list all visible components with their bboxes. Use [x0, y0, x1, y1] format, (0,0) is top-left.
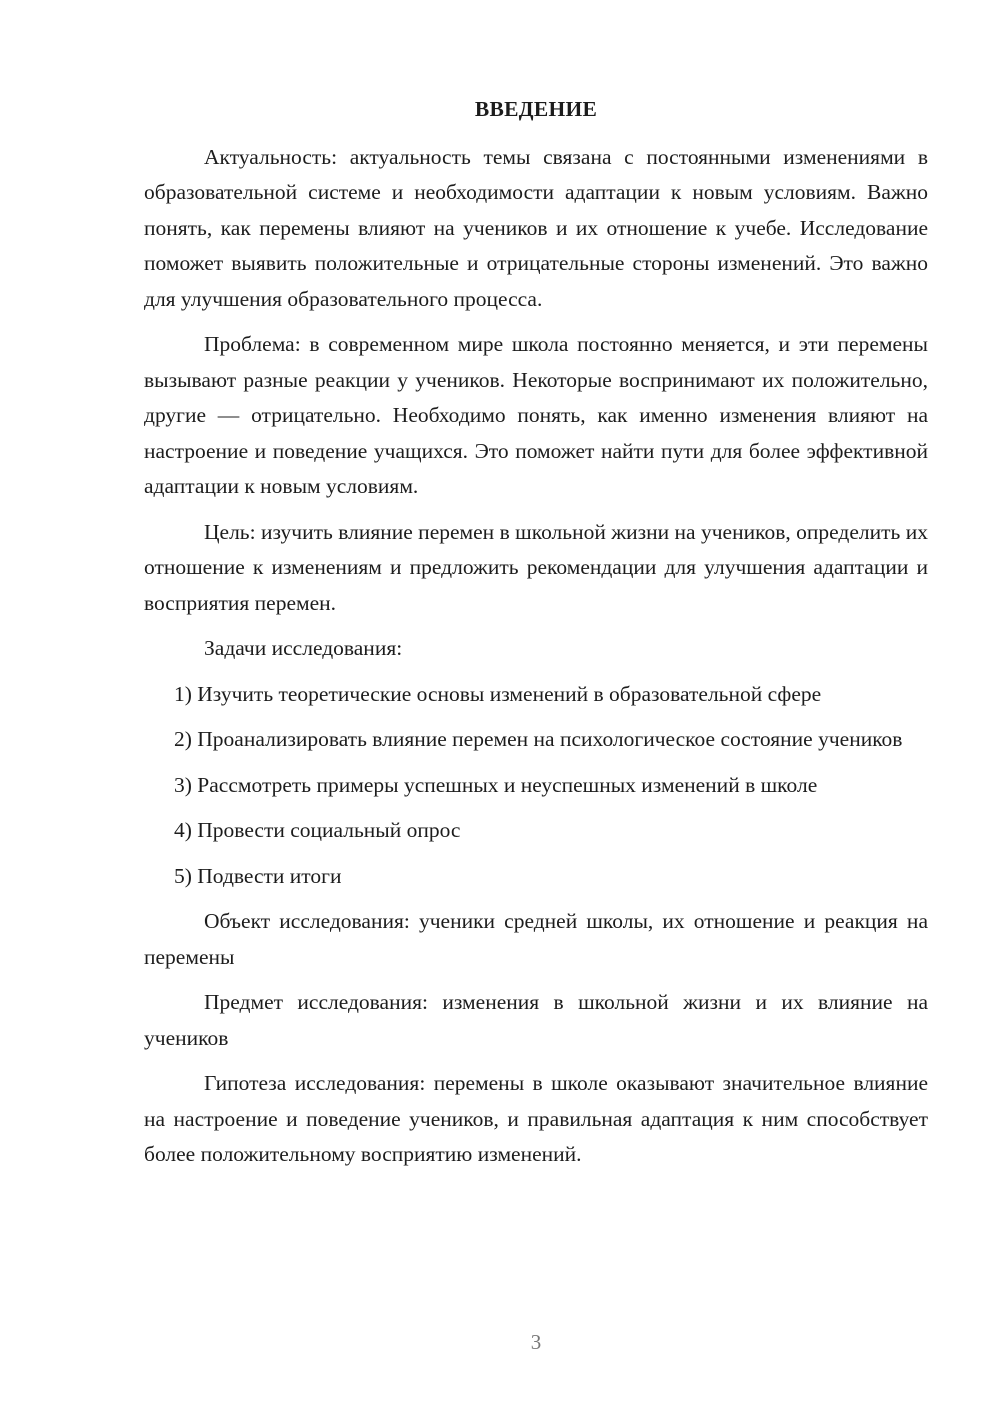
paragraph-relevance: Актуальность: актуальность темы связана с постоянными изменениями в образовательной системе и необходимости адаптации к новым условиям. Важно понять, как перемены влияют на учеников и их отношение к учебе. Исследование поможет выявить положительные и отрицательные стороны изменений. Это важно для улучшения образовательного процесса. [144, 144, 928, 311]
task-item: 5) Подвести итоги [174, 863, 342, 888]
document-body [144, 92, 928, 1183]
paragraph-goal: Цель: изучить влияние перемен в школьной жизни на учеников, определить их отношение к изменениям и предложить рекомендации для улучшения адаптации и восприятия перемен. [144, 519, 928, 615]
page-number: 3 [530, 1330, 542, 1354]
paragraph-subject: Предмет исследования: изменения в школьной жизни и их влияние на учеников [144, 990, 928, 1050]
paragraph-tasks-heading: Задачи исследования: [204, 636, 403, 660]
paragraph-object: Объект исследования: ученики средней школы, их отношение и реакция на перемены [144, 909, 928, 969]
paragraph-hypothesis: Гипотеза исследования: перемены в школе оказывают значительное влияние на настроение и поведение учеников, и правильная адаптация к ним способствует более положительному восприятию изменений. [144, 1071, 928, 1166]
paragraph-problem: Проблема: в современном мире школа постоянно меняется, и эти перемены вызывают разные реакции у учеников. Некоторые воспринимают их положительно, другие — отрицательно. Необходимо понять, как именно изменения влияют на настроение и поведение учащихся. Это поможет найти пути для более эффективной адаптации к новым условиям. [144, 332, 928, 498]
task-item: 3) Рассмотреть примеры успешных и неуспешных изменений в школе [174, 772, 818, 797]
section-title: ВВЕДЕНИЕ [474, 97, 598, 121]
task-item: 1) Изучить теоретические основы изменений в образовательной сфере [174, 681, 822, 706]
task-item: 4) Провести социальный опрос [174, 818, 461, 842]
task-item: 2) Проанализировать влияние перемен на психологическое состояние учеников [174, 727, 903, 751]
